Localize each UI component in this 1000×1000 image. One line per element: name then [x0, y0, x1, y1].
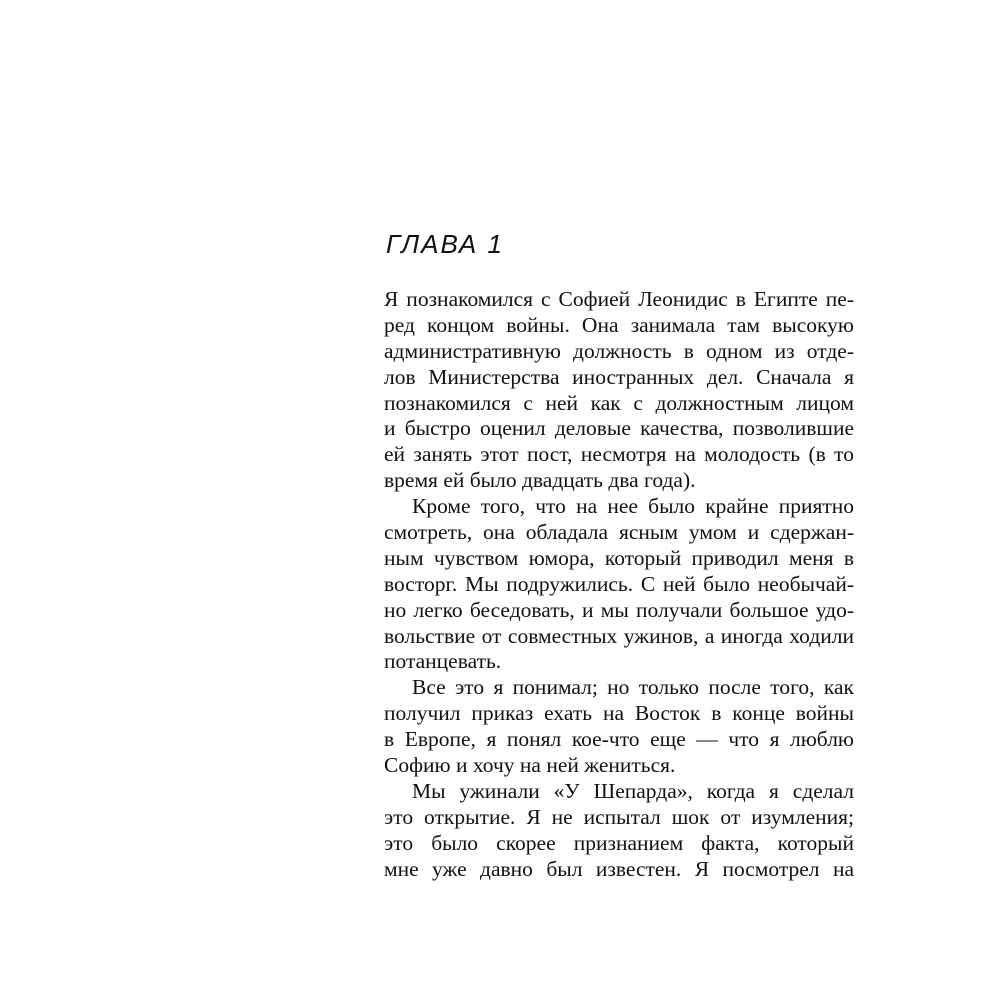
paragraph-line: административную должность в одном из отде-	[384, 338, 854, 363]
paragraph-line: смотреть, она обладала ясным умом и сдержан-	[384, 520, 854, 545]
paragraph-line: восторг. Мы подружились. С ней было необычай-	[384, 571, 854, 596]
paragraph-line: Все это я понимал; но только после того, как	[412, 675, 854, 700]
paragraph-line: потанцевать.	[384, 649, 502, 674]
paragraph-line: получил приказ ехать на Восток в конце войны	[384, 701, 854, 726]
paragraph-line: лов Министерства иностранных дел. Сначала я	[384, 364, 854, 389]
paragraph-line: ей занять этот пост, несмотря на молодость (в то	[384, 442, 854, 467]
paragraph-line: время ей было двадцать два года).	[384, 468, 696, 493]
paragraph-line: вольствие от совместных ужинов, а иногда ходили	[384, 623, 854, 648]
paragraph-line: это открытие. Я не испытал шок от изумления;	[384, 804, 854, 829]
paragraph-line: ред концом войны. Она занимала там высокую	[384, 312, 854, 337]
paragraph-line: Кроме того, что на нее было крайне приятно	[412, 494, 854, 519]
chapter-heading: ГЛАВА 1	[386, 229, 504, 259]
chapter-text	[384, 287, 854, 882]
paragraph-line: в Европе, я понял кое-что еще — что я люблю	[384, 727, 854, 752]
paragraph-line: Я познакомился с Софией Леонидис в Египте пе-	[384, 287, 854, 311]
paragraph-line: мне уже давно был известен. Я посмотрел на	[384, 856, 854, 881]
paragraph-line: познакомился с ней как с должностным лицом	[384, 390, 854, 415]
paragraph-line: Софию и хочу на ней жениться.	[384, 753, 676, 778]
paragraph-line: ным чувством юмора, который приводил меня в	[384, 545, 854, 570]
paragraph-line: но легко беседовать, и мы получали большое удо-	[384, 597, 854, 622]
paragraph-line: Мы ужинали «У Шепарда», когда я сделал	[412, 778, 854, 803]
paragraph-line: это было скорее признанием факта, который	[384, 830, 854, 855]
paragraph-line: и быстро оценил деловые качества, позволившие	[384, 416, 854, 441]
